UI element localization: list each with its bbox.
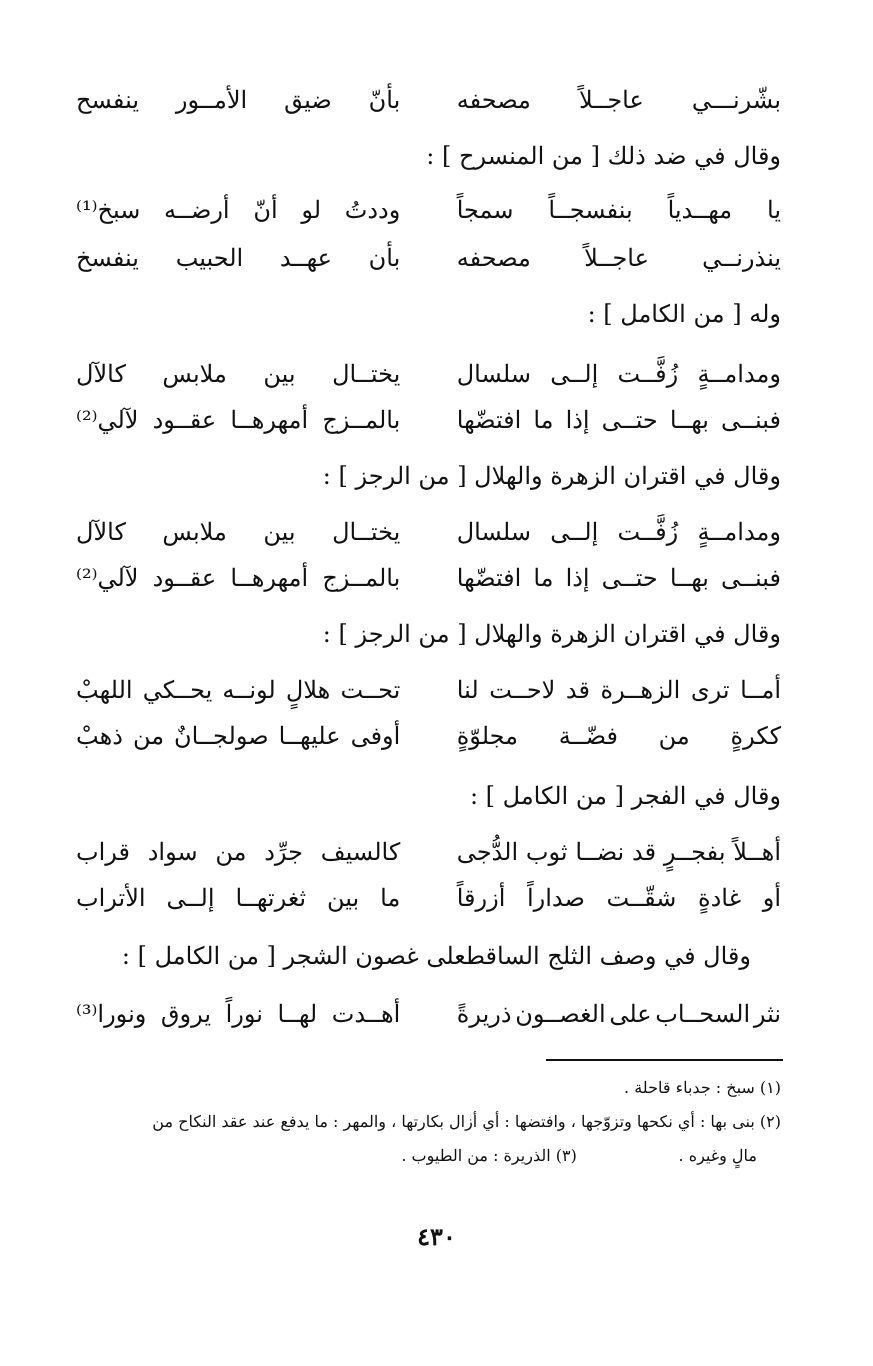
verse-word: بأن — [368, 244, 401, 272]
verse-word: الأتراب — [76, 884, 146, 912]
hemistich-right — [457, 518, 781, 546]
verse-word: مصحفه — [456, 86, 531, 114]
verse-word: اللهبْ — [76, 676, 133, 704]
verse-word: شقّــت — [606, 884, 677, 912]
verse-word: فبنــى — [720, 406, 781, 434]
verse-word: بالمــزج — [322, 564, 401, 592]
verse-word: لونــه — [222, 676, 276, 704]
verse-word: هلالٍ — [285, 676, 331, 704]
verse-word: بين — [327, 884, 360, 912]
section-heading: وقال في اقتران الزهرة والهلال [ من الرجز ] : — [322, 462, 781, 490]
hemistich-right — [457, 1000, 781, 1028]
verse-word: بين — [263, 518, 296, 546]
verse-line — [76, 360, 781, 388]
verse-line — [76, 86, 781, 114]
verse-word: الدُّجى — [456, 838, 519, 866]
verse-line — [76, 676, 781, 704]
section-heading: وقال في وصف الثلج الساقطعلى غصون الشجر [ من الكامل ] : — [121, 942, 751, 970]
verse-word: يختــال — [332, 518, 401, 546]
verse-word: ككرةٍ — [730, 722, 781, 750]
verse-word: الغصــون — [515, 1000, 606, 1028]
footnote: مالٍ وغيره . (٣) الذريرة : من الطيوب . — [401, 1146, 757, 1165]
hemistich-left — [76, 722, 400, 750]
verse-word: يحــكي — [142, 676, 213, 704]
verse-word: أهــدت — [331, 1000, 401, 1028]
verse-word: ثوب — [525, 838, 568, 866]
verse-word: بهــا — [669, 406, 709, 434]
verse-word: على — [609, 1000, 652, 1028]
verse-word: جرِّد — [264, 838, 303, 866]
hemistich-left — [76, 196, 400, 224]
verse-word: قد — [632, 838, 657, 866]
verse-word: وددتُ — [344, 196, 401, 224]
verse-line — [76, 1000, 781, 1028]
verse-word: بهــا — [669, 564, 709, 592]
verse-word: الحبيب — [175, 244, 244, 272]
verse-word: ذهبْ — [76, 722, 123, 750]
verse-word: أرضــه — [164, 196, 230, 224]
hemistich-right — [457, 676, 781, 704]
verse-word: عليهــا — [278, 722, 341, 750]
verse-word: يروق — [160, 1000, 212, 1028]
verse-word: غادةٍ — [698, 884, 742, 912]
verse-word: بشّرنـــي — [691, 86, 781, 114]
verse-word: أمهرهــا — [230, 406, 309, 434]
verse-word: ترى — [690, 676, 730, 704]
verse-word: ومدامــةٍ — [697, 360, 781, 388]
verse-word: لآلي⁽²⁾ — [76, 564, 139, 592]
verse-word: السحــاب — [655, 1000, 751, 1028]
verse-word: من — [215, 838, 247, 866]
hemistich-right — [457, 838, 781, 866]
verse-word: زُفَّــت — [617, 360, 679, 388]
verse-word: ونورا⁽³⁾ — [76, 1000, 147, 1028]
verse-word: من — [658, 722, 690, 750]
verse-word: عاجــلاً — [584, 244, 649, 272]
verse-word: تحــت — [340, 676, 401, 704]
verse-word: سواد — [147, 838, 198, 866]
verse-word: ما — [533, 564, 554, 592]
verse-line — [76, 518, 781, 546]
verse-word: أمــا — [740, 676, 781, 704]
verse-word: سبخ⁽¹⁾ — [76, 196, 141, 224]
verse-word: أوفى — [350, 722, 401, 750]
verse-word: حتــى — [601, 406, 658, 434]
verse-word: ذريرةً — [456, 1000, 512, 1028]
hemistich-right — [457, 196, 781, 224]
verse-word: بالمــزج — [322, 406, 401, 434]
verse-line — [76, 196, 781, 224]
hemistich-left — [76, 86, 400, 114]
verse-word: زُفَّــت — [617, 518, 679, 546]
verse-word: إذا — [565, 406, 590, 434]
verse-word: نثر — [753, 1000, 781, 1028]
verse-line — [76, 722, 781, 750]
verse-word: ملابس — [162, 360, 227, 388]
verse-word: ومدامــةٍ — [697, 518, 781, 546]
verse-word: أو — [762, 884, 781, 912]
hemistich-left — [76, 1000, 400, 1028]
verse-word: يختــال — [332, 360, 401, 388]
verse-word: كالآل — [76, 360, 126, 388]
verse-word: أهــلاً — [733, 838, 781, 866]
verse-word: إذا — [565, 564, 590, 592]
footnote: (١) سبخ : جدباء قاحلة . — [624, 1078, 781, 1097]
verse-word: قد — [565, 676, 590, 704]
verse-word: صداراً — [526, 884, 585, 912]
verse-word: صولجــانٌ — [174, 722, 269, 750]
verse-word: ما — [380, 884, 401, 912]
verse-word: قراب — [76, 838, 130, 866]
hemistich-right — [457, 406, 781, 434]
verse-word: سمجاً — [456, 196, 514, 224]
verse-word: نضــا — [575, 838, 625, 866]
verse-word: إلــى — [166, 884, 215, 912]
verse-word: إلــى — [550, 360, 599, 388]
hemistich-right — [457, 722, 781, 750]
verse-word: فبنــى — [720, 564, 781, 592]
verse-line — [76, 884, 781, 912]
verse-word: حتــى — [601, 564, 658, 592]
section-heading: وقال في اقتران الزهرة والهلال [ من الرجز ] : — [322, 620, 781, 648]
section-heading: وقال في ضد ذلك [ من المنسرح ] : — [426, 142, 781, 170]
verse-word: ضيق — [284, 86, 332, 114]
hemistich-left — [76, 676, 400, 704]
verse-word: بين — [263, 360, 296, 388]
verse-word: بفجــرٍ — [663, 838, 726, 866]
verse-word: ملابس — [162, 518, 227, 546]
verse-word: عقــود — [152, 406, 217, 434]
verse-word: لهــا — [277, 1000, 318, 1028]
verse-line — [76, 564, 781, 592]
hemistich-left — [76, 564, 400, 592]
verse-word: ينفسخ — [76, 244, 139, 272]
hemistich-left — [76, 244, 400, 272]
verse-word: الأمــور — [175, 86, 248, 114]
verse-word: بأنّ — [368, 86, 401, 114]
verse-line — [76, 838, 781, 866]
hemistich-left — [76, 406, 400, 434]
hemistich-right — [457, 884, 781, 912]
page-number: ٤٣٠ — [417, 1222, 456, 1251]
verse-word: كالسيف — [320, 838, 401, 866]
verse-word: لنا — [456, 676, 479, 704]
verse-word: مصحفه — [456, 244, 531, 272]
verse-word: أنّ — [253, 196, 278, 224]
footnote-separator — [546, 1059, 783, 1061]
verse-line — [76, 406, 781, 434]
verse-word: كالآل — [76, 518, 126, 546]
verse-word: افتضّها — [456, 564, 522, 592]
verse-word: ما — [533, 406, 554, 434]
verse-word: لآلي⁽²⁾ — [76, 406, 139, 434]
hemistich-right — [457, 244, 781, 272]
verse-word: بنفسجــاً — [548, 196, 633, 224]
hemistich-right — [457, 86, 781, 114]
verse-word: عاجــلاً — [578, 86, 644, 114]
verse-word: افتضّها — [456, 406, 522, 434]
verse-word: سلسال — [456, 518, 531, 546]
section-heading: وقال في الفجر [ من الكامل ] : — [469, 782, 781, 810]
hemistich-left — [76, 884, 400, 912]
verse-word: من — [132, 722, 165, 750]
verse-word: أزرقاً — [456, 884, 506, 912]
verse-word: لاحــت — [489, 676, 556, 704]
verse-word: نوراً — [225, 1000, 263, 1028]
verse-word: عهــد — [279, 244, 332, 272]
verse-word: ثغرتهــا — [235, 884, 307, 912]
verse-word: إلــى — [550, 518, 599, 546]
verse-line — [76, 244, 781, 272]
verse-word: سلسال — [456, 360, 531, 388]
verse-word: الزهــرة — [600, 676, 681, 704]
verse-word: مجلوّةٍ — [456, 722, 518, 750]
verse-word: ينذرنــي — [702, 244, 781, 272]
section-heading: وله [ من الكامل ] : — [587, 300, 781, 328]
hemistich-left — [76, 838, 400, 866]
verse-word: مهــدياً — [667, 196, 733, 224]
verse-word: عقــود — [152, 564, 217, 592]
hemistich-left — [76, 518, 400, 546]
verse-word: فضّــة — [558, 722, 618, 750]
hemistich-right — [457, 360, 781, 388]
verse-word: لو — [301, 196, 322, 224]
hemistich-right — [457, 564, 781, 592]
verse-word: ينفسح — [76, 86, 139, 114]
hemistich-left — [76, 360, 400, 388]
verse-word: أمهرهــا — [230, 564, 309, 592]
verse-word: يا — [767, 196, 781, 224]
footnote: (٢) بنى بها : أي نكحها وتزوّجها ، وافتضها : أي أزال بكارتها ، والمهر : ما يدفع عند عقد النكاح من — [152, 1112, 781, 1131]
